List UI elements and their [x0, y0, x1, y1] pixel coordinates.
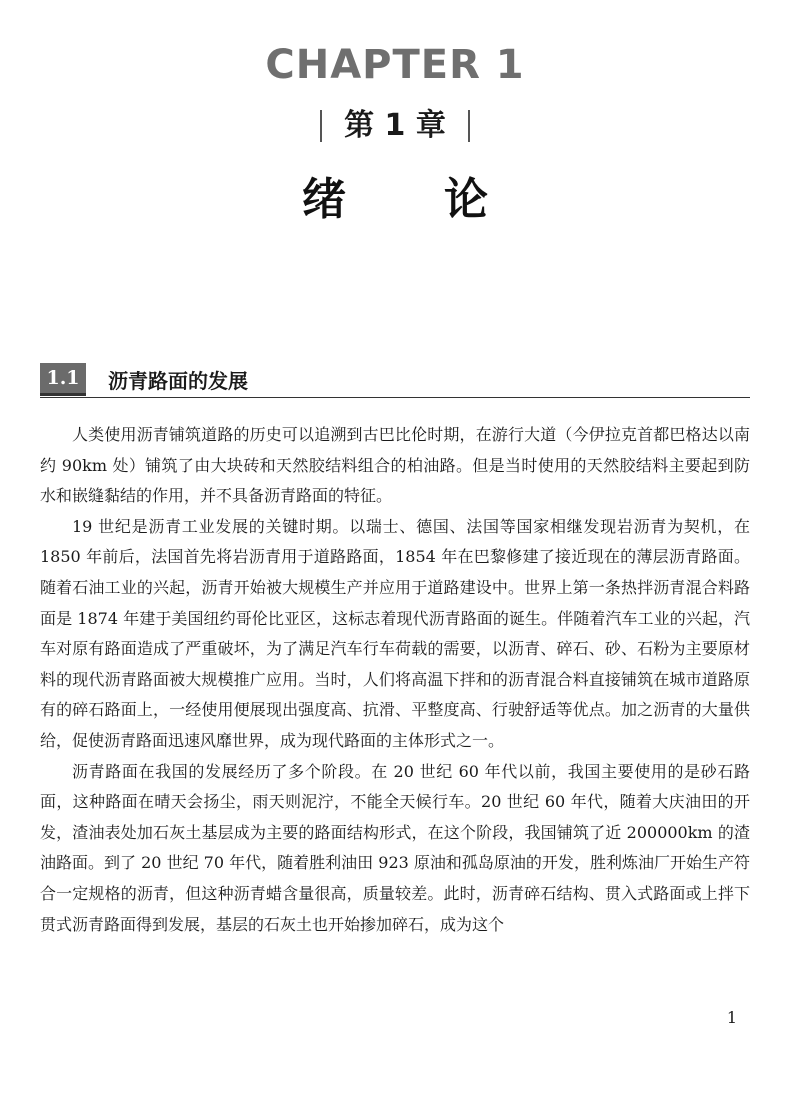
paragraph-3: 沥青路面在我国的发展经历了多个阶段。在 20 世纪 60 年代以前，我国主要使用的是砂石路面，这种路面在晴天会扬尘，雨天则泥泞，不能全天候行车。20 世纪 60 年代，随着大庆油田的开发，渣油表处加石灰土基层成为主要的路面结构形式，在这个阶段，我国铺筑了近 200000km 的渣油路面。到了 20 世纪 70 年代，随着胜利油田 923 原油和孤岛原油的开发，胜利炼油厂开始生产符合一定规格的沥青，但这种沥青蜡含量很高，质量较差。此时，沥青碎石结构、贯入式路面或上拌下贯式沥青路面得到发展，基层的石灰土也开始掺加碎石，成为这个 [40, 761, 750, 934]
chapter-left-bar [320, 110, 322, 142]
chapter-right-bar [468, 110, 470, 142]
section-title: 沥青路面的发展 [108, 368, 248, 393]
section-number-badge: 1.1 [40, 363, 86, 396]
page-number: 1 [726, 1008, 737, 1027]
chapter-number-row [0, 104, 790, 148]
section-heading [40, 360, 750, 398]
body-text [40, 420, 750, 940]
chapter-label-en: CHAPTER 1 [265, 42, 525, 88]
chapter-label-cn: 第 1 章 [344, 108, 446, 143]
chapter-title: 绪论 [302, 174, 586, 225]
paragraph-2: 19 世纪是沥青工业发展的关键时期。以瑞士、德国、法国等国家相继发现岩沥青为契机，在 1850 年前后，法国首先将岩沥青用于道路路面，1854 年在巴黎修建了接近现在的薄层沥青路面。随着石油工业的兴起，沥青开始被大规模生产并应用于道路建设中。世界上第一条热拌沥青混合料路面是 1874 年建于美国纽约哥伦比亚区，这标志着现代沥青路面的诞生。伴随着汽车工业的兴起，汽车对原有路面造成了严重破坏，为了满足汽车行车荷载的需要，以沥青、碎石、砂、石粉为主要原材料的现代沥青路面被大规模推广应用。当时，人们将高温下拌和的沥青混合料直接铺筑在城市道路原有的碎石路面上，一经使用便展现出强度高、抗滑、平整度高、行驶舒适等优点。加之沥青的大量供给，促使沥青路面迅速风靡世界，成为现代路面的主体形式之一。 [40, 516, 750, 750]
paragraph-1: 人类使用沥青铺筑道路的历史可以追溯到古巴比伦时期，在游行大道（今伊拉克首都巴格达以南约 90km 处）铺筑了由大块砖和天然胶结料组合的柏油路。但是当时使用的天然胶结料主要起到防水和嵌缝黏结的作用，并不具备沥青路面的特征。 [40, 425, 750, 506]
section-rule [40, 397, 750, 398]
